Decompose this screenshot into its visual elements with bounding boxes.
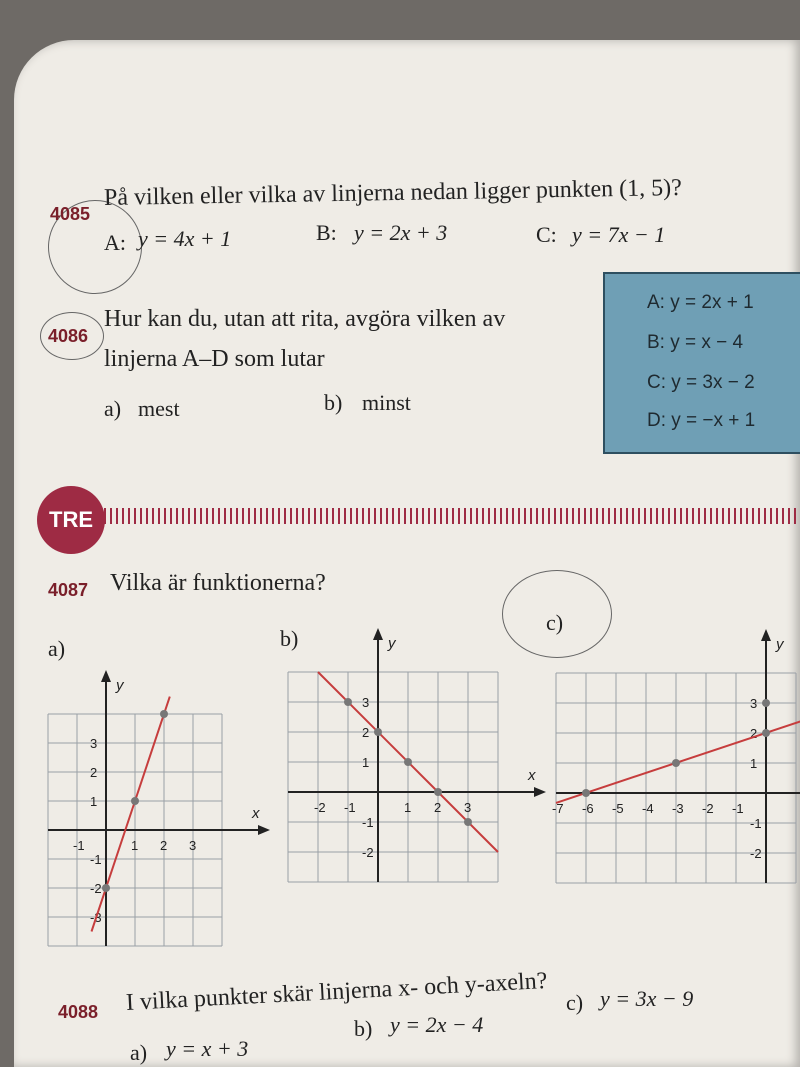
x-tick-label: 2 [160, 838, 168, 853]
exercise-question-line: linjerna A–D som lutar [104, 346, 325, 372]
x-tick-label: -1 [73, 838, 85, 853]
y-tick-label: -1 [90, 852, 102, 867]
x-axis-arrow [258, 825, 270, 835]
data-point [762, 699, 770, 707]
x-tick-label: -2 [702, 801, 714, 816]
box-line-c: C: y = 3x − 2 [647, 372, 755, 393]
data-point [160, 710, 168, 718]
y-tick-label: -1 [362, 815, 374, 830]
x-tick-label: 3 [464, 800, 472, 815]
graph-a [48, 670, 270, 946]
function-line [92, 697, 170, 932]
x-tick-label: -3 [672, 801, 684, 816]
y-tick-label: 3 [90, 736, 98, 751]
x-tick-label: -4 [642, 801, 654, 816]
y-axis-arrow [101, 670, 111, 682]
exercise-number: 4085 [50, 204, 91, 224]
y-axis-arrow [761, 629, 771, 641]
graph-c [552, 629, 800, 883]
y-axis-label: y [776, 636, 784, 653]
part-text: minst [362, 390, 411, 415]
graph-label: b) [280, 626, 299, 651]
x-tick-label: -7 [552, 801, 564, 816]
option-equation: y = 7x − 1 [572, 222, 666, 247]
x-tick-label: 1 [404, 800, 412, 815]
x-tick-label: 1 [131, 838, 139, 853]
y-tick-label: 2 [750, 726, 758, 741]
x-tick-label: -2 [314, 800, 326, 815]
y-tick-label: 1 [90, 794, 98, 809]
y-tick-label: 3 [750, 696, 758, 711]
x-tick-label: -6 [582, 801, 594, 816]
data-point [762, 729, 770, 737]
data-point [131, 797, 139, 805]
exercise-number: 4086 [48, 326, 89, 346]
exercise-question: Vilka är funktionerna? [110, 570, 326, 596]
exercise-number: 4087 [48, 580, 89, 600]
option-label: B: [316, 220, 337, 245]
data-point [672, 759, 680, 767]
section-badge: TRE [37, 486, 105, 554]
x-tick-label: -5 [612, 801, 624, 816]
y-tick-label: 2 [362, 725, 370, 740]
part-text: mest [138, 396, 180, 421]
part-label: b) [354, 1016, 373, 1041]
part-label: b) [324, 390, 343, 415]
part-label: c) [566, 990, 584, 1015]
part-label: a) [104, 396, 122, 421]
x-tick-label: -1 [732, 801, 744, 816]
x-axis-label: x [528, 767, 536, 784]
y-tick-label: -3 [90, 910, 102, 925]
data-point [582, 789, 590, 797]
data-point [344, 698, 352, 706]
data-point [464, 818, 472, 826]
y-tick-label: -2 [750, 846, 762, 861]
y-tick-label: 1 [750, 756, 758, 771]
box-line-b: B: y = x − 4 [647, 332, 744, 353]
part-equation: y = x + 3 [166, 1036, 249, 1061]
y-tick-label: 1 [362, 755, 370, 770]
y-tick-label: 2 [90, 765, 98, 780]
option-equation: y = 4x + 1 [138, 226, 232, 251]
y-axis-arrow [373, 628, 383, 640]
y-axis-label: y [116, 677, 124, 694]
y-axis-label: y [388, 635, 396, 652]
part-equation: y = 3x − 9 [600, 986, 694, 1011]
part-equation: y = 2x − 4 [390, 1012, 484, 1037]
box-line-d: D: y = −x + 1 [647, 410, 756, 431]
option-label: C: [536, 222, 557, 247]
exercise-number: 4088 [58, 1002, 99, 1022]
data-point [374, 728, 382, 736]
x-axis-label: x [252, 805, 260, 822]
y-tick-label: 3 [362, 695, 370, 710]
exercise-question: På vilken eller vilka av linjerna nedan ligger punkten (1, 5)? [103, 174, 682, 212]
x-tick-label: -1 [344, 800, 356, 815]
graph-label: a) [48, 636, 66, 661]
option-equation: y = 2x + 3 [354, 220, 448, 245]
option-label: A: [104, 230, 126, 255]
graph-label: c) [546, 610, 564, 635]
data-point [404, 758, 412, 766]
y-tick-label: -2 [90, 881, 102, 896]
data-point [102, 884, 110, 892]
graph-b [288, 628, 546, 882]
x-tick-label: 3 [189, 838, 197, 853]
part-label: a) [130, 1040, 148, 1065]
exercise-question: I vilka punkter skär linjerna x- och y-axeln? [125, 967, 548, 1016]
x-axis-arrow [534, 787, 546, 797]
exercise-question-line: Hur kan du, utan att rita, avgöra vilken av [104, 306, 506, 332]
y-tick-label: -2 [362, 845, 374, 860]
function-line [556, 713, 800, 803]
box-line-a: A: y = 2x + 1 [647, 292, 754, 313]
data-point [434, 788, 442, 796]
y-tick-label: -1 [750, 816, 762, 831]
x-tick-label: 2 [434, 800, 442, 815]
